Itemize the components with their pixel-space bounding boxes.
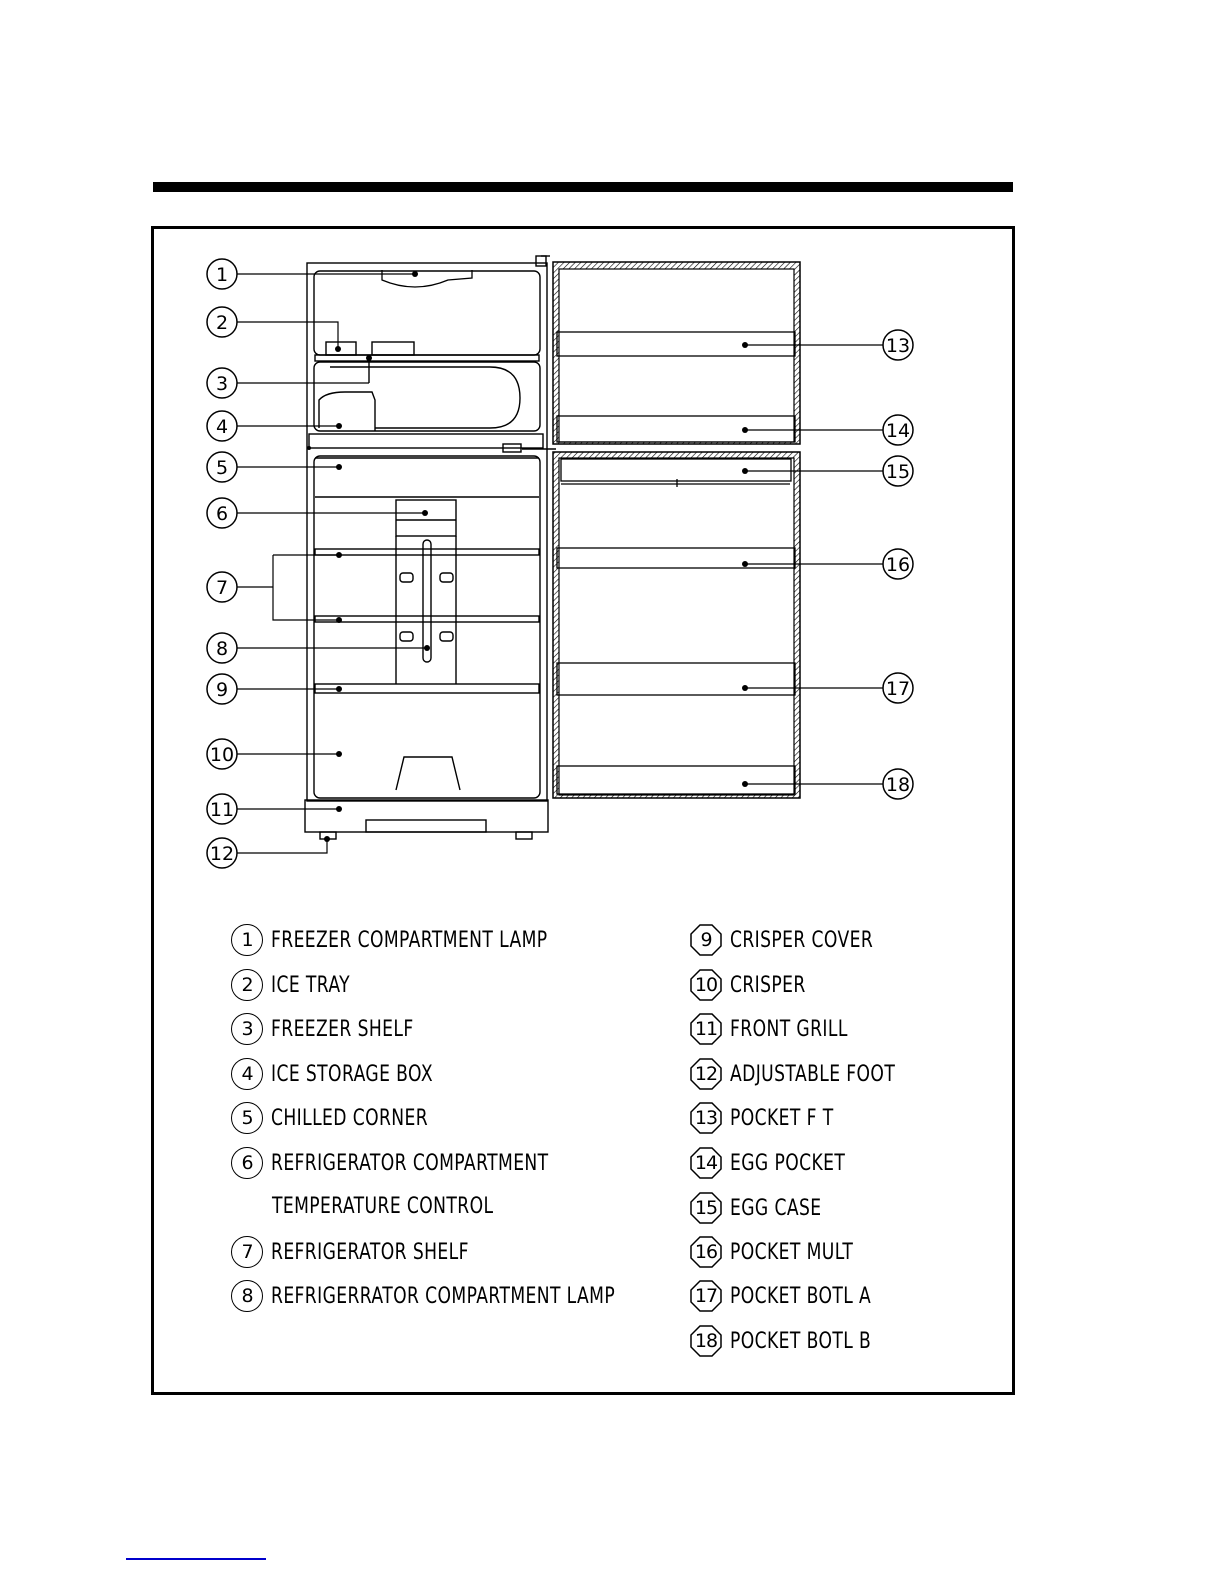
legend-item-1 <box>231 922 626 958</box>
callout-number: 10 <box>209 744 235 766</box>
callout-17 <box>883 673 913 703</box>
legend-number: 11 <box>690 1013 722 1045</box>
legend-label: ICE STORAGE BOX <box>271 1061 433 1087</box>
callout-6 <box>207 498 237 528</box>
legend-number: 10 <box>690 969 722 1001</box>
legend-number: 14 <box>690 1147 722 1179</box>
legend-item-16 <box>690 1234 888 1270</box>
doors <box>522 262 800 798</box>
legend-label: FREEZER COMPARTMENT LAMP <box>271 927 548 953</box>
callout-number: 9 <box>215 679 229 701</box>
legend-item-14 <box>690 1145 878 1181</box>
legend-number: 1 <box>231 924 263 956</box>
legend-item-17 <box>690 1278 911 1314</box>
legend-number: 6 <box>231 1147 263 1179</box>
callout-number: 3 <box>215 373 229 395</box>
legend-label: POCKET F T <box>730 1105 834 1131</box>
callout-18 <box>883 769 913 799</box>
legend-label: EGG POCKET <box>730 1150 846 1176</box>
legend-label: FREEZER SHELF <box>271 1016 414 1042</box>
legend-label: POCKET BOTL B <box>730 1328 872 1354</box>
legend-item-9 <box>690 922 914 958</box>
cabinet <box>305 256 550 839</box>
callout-1 <box>207 259 237 289</box>
callout-number: 11 <box>209 799 235 821</box>
callout-number: 14 <box>885 420 911 442</box>
legend-item-18 <box>690 1323 911 1359</box>
legend-item-6 <box>231 1145 627 1181</box>
callout-2 <box>207 307 237 337</box>
callout-number: 17 <box>885 678 911 700</box>
callout-number: 6 <box>215 503 229 525</box>
callout-number: 4 <box>215 416 229 438</box>
legend-number: 16 <box>690 1236 722 1268</box>
callout-10 <box>207 739 237 769</box>
legend-label: REFRIGERATOR SHELF <box>271 1239 469 1265</box>
legend-number: 5 <box>231 1102 263 1134</box>
legend-item-2 <box>231 967 372 1003</box>
legend-label: POCKET MULT <box>730 1239 854 1265</box>
callout-15 <box>883 456 913 486</box>
callout-number: 5 <box>215 457 229 479</box>
legend-label: CHILLED CORNER <box>271 1105 429 1131</box>
legend-label: FRONT GRILL <box>730 1016 848 1042</box>
callout-number: 8 <box>215 638 229 660</box>
legend-label: CRISPER COVER <box>730 927 874 953</box>
callout-7 <box>207 572 237 602</box>
legend-item-8 <box>231 1278 712 1314</box>
callout-9 <box>207 674 237 704</box>
legend-label: ICE TRAY <box>271 972 351 998</box>
legend-number: 2 <box>231 969 263 1001</box>
legend-item-15 <box>690 1190 847 1226</box>
legend-label: CRISPER <box>730 972 806 998</box>
legend-number: 18 <box>690 1325 722 1357</box>
callout-16 <box>883 549 913 579</box>
legend-label: REFRIGERRATOR COMPARTMENT LAMP <box>271 1283 616 1309</box>
legend-number: 9 <box>690 924 722 956</box>
legend-item-3 <box>231 1011 454 1047</box>
callout-8 <box>207 633 237 663</box>
legend-label-continued: TEMPERATURE CONTROL <box>272 1194 494 1219</box>
legend-item-13 <box>690 1100 863 1136</box>
legend-number: 8 <box>231 1280 263 1312</box>
legend-number: 15 <box>690 1192 722 1224</box>
callout-number: 16 <box>885 554 911 576</box>
callout-12 <box>207 838 237 868</box>
callout-number: 13 <box>885 335 911 357</box>
legend-number: 7 <box>231 1236 263 1268</box>
legend-number: 13 <box>690 1102 722 1134</box>
callout-number: 12 <box>209 843 235 865</box>
callout-number: 7 <box>215 577 229 599</box>
legend-number: 3 <box>231 1013 263 1045</box>
footer-underline <box>126 1558 266 1560</box>
legend-label: ADJUSTABLE FOOT <box>730 1061 896 1087</box>
callout-4 <box>207 411 237 441</box>
callout-5 <box>207 452 237 482</box>
legend-item-4 <box>231 1056 479 1092</box>
legend-number: 12 <box>690 1058 722 1090</box>
callout-number: 18 <box>885 774 911 796</box>
callout-number: 2 <box>215 312 229 334</box>
callout-3 <box>207 368 237 398</box>
callout-13 <box>883 330 913 360</box>
legend-number: 17 <box>690 1280 722 1312</box>
legend-number: 4 <box>231 1058 263 1090</box>
legend-label: EGG CASE <box>730 1195 822 1221</box>
callout-number: 1 <box>215 264 229 286</box>
legend-item-7 <box>231 1234 525 1270</box>
legend-label: REFRIGERATOR COMPARTMENT <box>271 1150 549 1176</box>
legend-item-11 <box>690 1011 881 1047</box>
legend-label: POCKET BOTL A <box>730 1283 872 1309</box>
callout-11 <box>207 794 237 824</box>
legend-item-12 <box>690 1056 942 1092</box>
legend-item-10 <box>690 967 827 1003</box>
callout-14 <box>883 415 913 445</box>
callout-number: 15 <box>885 461 911 483</box>
legend-item-5 <box>231 1100 472 1136</box>
